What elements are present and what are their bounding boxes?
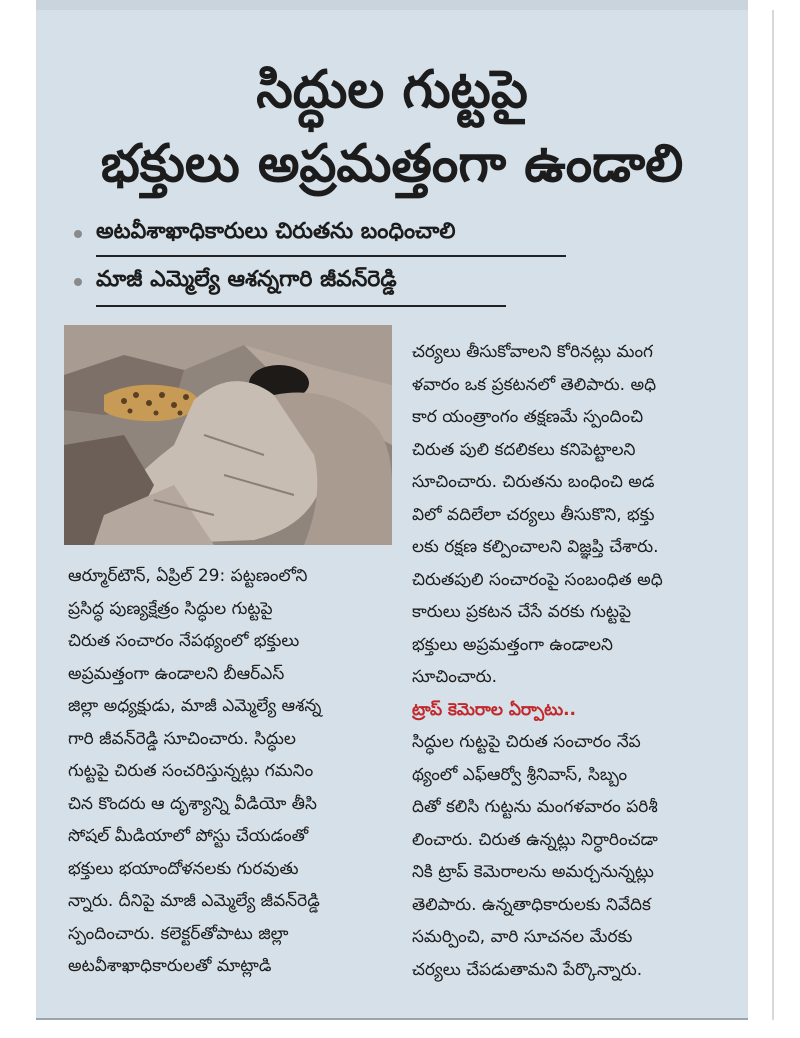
text-line: గారి జీవన్‌రెడ్డి సూచించారు. సిద్ధుల — [68, 728, 296, 749]
subhead-1 — [74, 214, 456, 254]
text-line: ఆర్మూర్‌టౌన్, ఏప్రిల్ 29: పట్టణంలోని — [68, 566, 308, 586]
text-line: ళవారం ఒక ప్రకటనలో తెలిపారు. అధి — [412, 374, 657, 395]
text-line: తెలిపారు. ఉన్నతాధికారులకు నివేదిక — [412, 894, 651, 915]
headline-line-2: భక్తులు అప్రమత్తంగా ఉండాలి — [100, 134, 684, 194]
subhead-2-text: మాజీ ఎమ్మెల్యే ఆశన్నగారి జీవన్‌రెడ్డి — [96, 267, 397, 292]
text-line: దితో కలిసి గుట్టను మంగళవారం పరిశీ — [412, 797, 658, 817]
text-line: అప్రమత్తంగా ఉండాలని బీఆర్ఎస్ — [68, 663, 285, 684]
subhead-1-underline — [96, 255, 566, 257]
text-line: సిద్ధుల గుట్టపై చిరుత సంచారం నేప — [412, 732, 641, 752]
leopard-on-rocks-icon — [64, 325, 392, 545]
bottom-border — [36, 1018, 748, 1020]
text-line: సమర్పించి, వారి సూచనల మేరకు — [412, 927, 633, 947]
text-line: చర్యలు తీసుకోవాలని కోరినట్లు మంగ — [412, 342, 653, 362]
text-line: లకు రక్షణ కల్పించాలని విజ్ఞప్తి చేశారు. — [412, 537, 659, 557]
text-line: భక్తులు భయాందోళనలకు గురవుతు — [68, 858, 299, 879]
text-line: చర్యలు చేపడుతామని పేర్కొన్నారు. — [412, 959, 643, 980]
page-edge-divider — [772, 10, 774, 1020]
text-line: జిల్లా అధ్యక్షుడు, మాజీ ఎమ్మెల్యే ఆశన్న — [68, 696, 322, 716]
text-line: సూచించారు. చిరుతను బంధించి అడ — [412, 472, 655, 492]
leopard-photo — [64, 325, 392, 545]
bullet-icon — [74, 230, 82, 238]
bullet-icon — [74, 278, 82, 286]
text-line: కార యంత్రాంగం తక్షణమే స్పందించి — [412, 407, 644, 427]
top-border — [36, 0, 748, 10]
right-column — [412, 336, 728, 986]
subhead-2-underline — [96, 305, 506, 307]
subhead-2 — [74, 262, 397, 302]
text-line: చిరుతపులి సంచారంపై సంబంధిత అధి — [412, 569, 663, 590]
headline-line-1: సిద్ధుల గుట్టపై — [256, 60, 528, 120]
text-line: నికి ట్రాప్ కెమెరాలను అమర్చనున్నట్లు — [412, 862, 654, 882]
text-line: గుట్టపై చిరుత సంచరిస్తున్నట్లు గమనిం — [68, 761, 314, 781]
text-line: చిరుత సంచారం నేపథ్యంలో భక్తులు — [68, 631, 300, 651]
subhead-1-text: అటవీశాఖాధికారులు చిరుతను బంధించాలి — [96, 219, 456, 244]
text-line: లించారు. చిరుత ఉన్నట్లు నిర్ధారించడా — [412, 829, 658, 850]
section-subheading: ట్రాప్ కెమెరాల ఏర్పాటు.. — [412, 699, 576, 720]
text-line: చిరుత పులి కదలికలు కనిపెట్టాలని — [412, 439, 636, 460]
text-line: చిన కొందరు ఆ దృశ్యాన్ని వీడియో తీసి — [68, 793, 317, 814]
text-line: భక్తులు అప్రమత్తంగా ఉండాలని — [412, 634, 613, 655]
text-line: న్నారు. దీనిపై మాజీ ఎమ్మెల్యే జీవన్‌రెడ్డి — [68, 891, 320, 911]
left-column — [68, 560, 394, 983]
text-line: థ్యంలో ఎఫ్ఆర్వో శ్రీనివాస్, సిబ్బం — [412, 764, 628, 785]
text-line: ప్రసిద్ధ పుణ్యక్షేత్రం సిద్ధుల గుట్టపై — [68, 598, 273, 619]
text-line: సూచించారు. — [412, 667, 498, 687]
text-line: అటవీశాఖాధికారులతో మాట్లాడి — [68, 956, 272, 976]
text-line: సోషల్ మీడియాలో పోస్టు చేయడంతో — [68, 826, 309, 846]
text-line: కారులు ప్రకటన చేసే వరకు గుట్టపై — [412, 602, 632, 622]
text-line: విలో వదిలేలా చర్యలు తీసుకొని, భక్తు — [412, 504, 655, 525]
text-line: స్పందించారు. కలెక్టర్‌తోపాటు జిల్లా — [68, 923, 289, 944]
